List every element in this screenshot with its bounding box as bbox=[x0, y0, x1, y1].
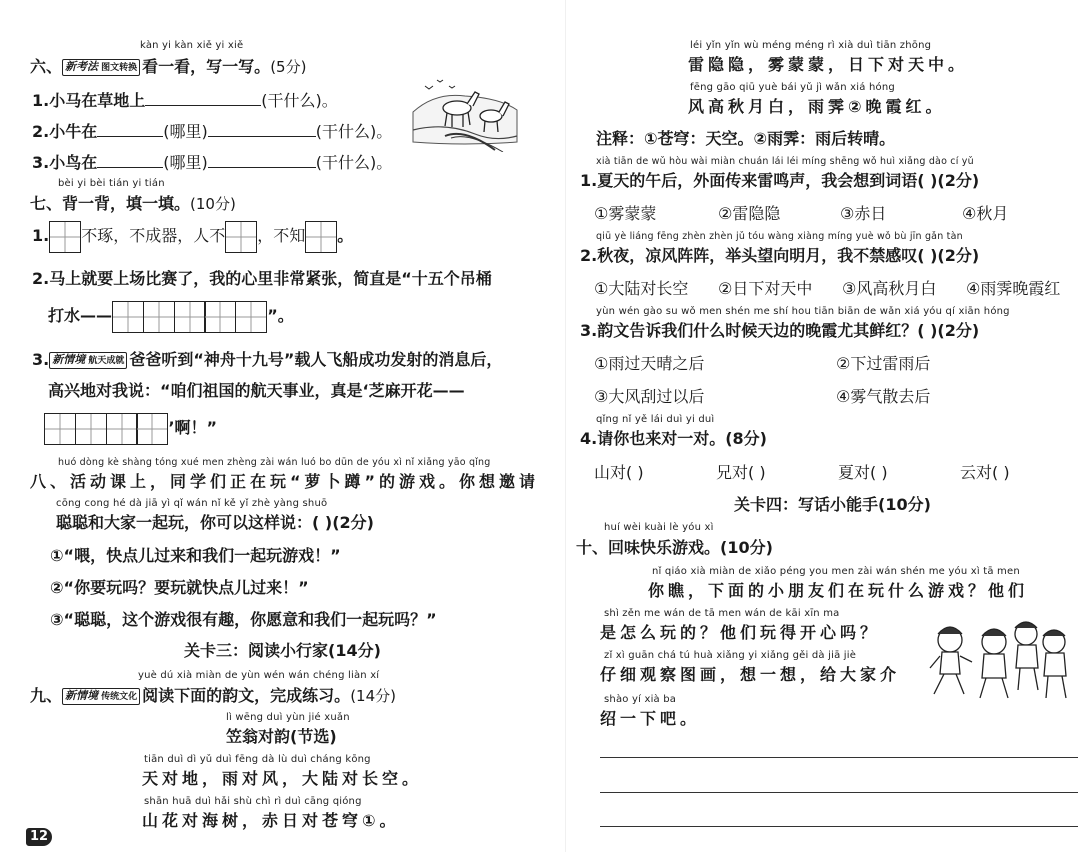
p3-text: 仔细观察图画，想一想，给大家介 bbox=[600, 665, 901, 684]
s6-number: 六、 bbox=[30, 57, 63, 76]
s7-pinyin: bèi yi bèi tián yi tián bbox=[58, 178, 165, 189]
page-number: 12 bbox=[26, 828, 52, 846]
poem-line-3: 雷隐隐，雾蒙蒙，日下对天中。 bbox=[688, 55, 969, 74]
q4-items bbox=[594, 460, 1010, 483]
s7-q3-tag: 新情境 航天成就 bbox=[49, 352, 127, 369]
tian-grid[interactable] bbox=[225, 219, 257, 255]
answer-blank[interactable] bbox=[97, 136, 163, 137]
q2-options bbox=[594, 276, 1060, 299]
s10-heading: 十、回味快乐游戏。(10分) bbox=[576, 538, 773, 557]
q1-option-1[interactable]: ①雾蒙蒙 bbox=[594, 204, 657, 223]
q3-options-row2 bbox=[594, 384, 930, 407]
s8-option-1[interactable]: ①“喂，快点儿过来和我们一起玩游戏！” bbox=[50, 546, 341, 565]
s8-pinyin-2: cōng cong hé dà jiā yì qǐ wán nǐ kě yǐ zhè yàng shuō bbox=[56, 498, 328, 509]
poem-line-2-pinyin: shān huā duì hǎi shù chì rì duì cāng qióng bbox=[144, 796, 362, 807]
q2-pinyin: qiū yè liáng fēng zhèn zhèn jǔ tóu wàng xiàng míng yuè wǒ bù jīn gǎn tàn bbox=[596, 231, 963, 242]
answer-blank[interactable] bbox=[208, 136, 316, 137]
s7-q1: 1. 不琢，不成器，人不 ，不知 。 bbox=[32, 218, 353, 254]
s8-option-3[interactable]: ③“聪聪，这个游戏很有趣，你愿意和我们一起玩吗？” bbox=[50, 610, 437, 629]
s9-heading: 九、 新情境 传统文化 阅读下面的韵文，完成练习。(14分) bbox=[30, 686, 396, 705]
s7-q3-line2: 高兴地对我说：“咱们祖国的航天事业，真是‘芝麻开花—— bbox=[48, 381, 465, 400]
s8-option-2[interactable]: ②“你要玩吗？要玩就快点儿过来！” bbox=[50, 578, 309, 597]
q3-option-4[interactable]: ④雾气散去后 bbox=[836, 387, 931, 406]
s6-item-3: 3.小鸟在 (哪里) (干什么)。 bbox=[32, 153, 393, 172]
q2-option-2[interactable]: ②日下对天中 bbox=[718, 279, 813, 298]
tian-grid-row[interactable] bbox=[44, 411, 168, 447]
q2-option-4[interactable]: ④雨霁晚霞红 bbox=[966, 279, 1061, 298]
q3-option-2[interactable]: ②下过雷雨后 bbox=[836, 354, 931, 373]
writing-line[interactable] bbox=[600, 757, 1078, 758]
s7-q2-line1: 2.马上就要上场比赛了，我的心里非常紧张，简直是“十五个吊桶 bbox=[32, 269, 492, 288]
level4-heading: 关卡四：写话小能手(10分) bbox=[734, 495, 931, 514]
s9-pinyin: yuè dú xià miàn de yùn wén wán chéng liàn xí bbox=[138, 670, 380, 681]
poem-line-1: 天对地，雨对风，大陆对长空。 bbox=[142, 769, 423, 788]
writing-line[interactable] bbox=[600, 792, 1078, 793]
q3-text: 3.韵文告诉我们什么时候天边的晚霞尤其鲜红？( )(2分) bbox=[580, 321, 980, 340]
q3-pinyin: yùn wén gào su wǒ men shén me shí hou tiān biān de wǎn xiá yóu qí xiān hóng bbox=[596, 306, 1010, 317]
s8-pinyin-1: huó dòng kè shàng tóng xué men zhèng zài wán luó bo dūn de yóu xì nǐ xiǎng yāo qǐng bbox=[58, 457, 491, 468]
p3-pinyin: zǐ xì guān chá tú huà xiǎng yi xiǎng gěi dà jiā jiè bbox=[604, 650, 857, 661]
s7-q3-line3: ’啊！” bbox=[44, 410, 217, 446]
s9-tag: 新情境 传统文化 bbox=[62, 688, 140, 705]
horses-illustration bbox=[405, 72, 525, 152]
q1-option-2[interactable]: ②雷隐隐 bbox=[718, 204, 781, 223]
q2-option-3[interactable]: ③风高秋月白 bbox=[842, 279, 937, 298]
poem-line-4: 风高秋月白，雨霁②晚霞红。 bbox=[688, 97, 946, 116]
s6-tag: 新考法 图文转换 bbox=[62, 59, 140, 76]
p4-text: 绍一下吧。 bbox=[600, 709, 701, 728]
poem-line-1-pinyin: tiān duì dì yǔ duì fēng dà lù duì cháng kōng bbox=[144, 754, 371, 765]
poem-title-pinyin: lì wēng duì yùn jié xuǎn bbox=[226, 712, 350, 723]
q1-pinyin: xià tiān de wǔ hòu wài miàn chuán lái léi míng shēng wǒ huì xiǎng dào cí yǔ bbox=[596, 156, 974, 167]
s6-title: 看一看，写一写。 bbox=[142, 57, 271, 76]
p1-text: 你瞧，下面的小朋友们在玩什么游戏？他们 bbox=[648, 581, 1029, 600]
q4-pinyin: qǐng nǐ yě lái duì yi duì bbox=[596, 414, 715, 425]
s6-pinyin: kàn yi kàn xiě yi xiě bbox=[140, 40, 244, 51]
p2-pinyin: shì zěn me wán de tā men wán de kāi xīn ma bbox=[604, 608, 840, 619]
tian-grid[interactable] bbox=[305, 219, 337, 255]
writing-line[interactable] bbox=[600, 826, 1078, 827]
q4-text: 4.请你也来对一对。(8分) bbox=[580, 429, 767, 448]
answer-blank[interactable] bbox=[208, 167, 316, 168]
poem-line-3-pinyin: léi yǐn yǐn wù méng méng rì xià duì tiān zhōng bbox=[690, 40, 932, 51]
q4-item-4[interactable]: 云对( ) bbox=[960, 463, 1010, 482]
s6-score: (5分) bbox=[270, 58, 307, 76]
q2-text: 2.秋夜，凉风阵阵，举头望向明月，我不禁感叹( )(2分) bbox=[580, 246, 980, 265]
p2-text: 是怎么玩的？他们玩得开心吗？ bbox=[600, 623, 881, 642]
answer-blank[interactable] bbox=[97, 167, 163, 168]
poem-line-4-pinyin: fēng gāo qiū yuè bái yǔ jì wǎn xiá hóng bbox=[690, 82, 895, 93]
answer-blank[interactable] bbox=[145, 105, 261, 106]
q4-item-2[interactable]: 兄对( ) bbox=[716, 463, 766, 482]
p1-pinyin: nǐ qiáo xià miàn de xiǎo péng you men zài wán shén me yóu xì tā men bbox=[652, 566, 1020, 577]
q1-options bbox=[594, 201, 1008, 224]
poem-line-2: 山花对海树，赤日对苍穹①。 bbox=[142, 811, 400, 830]
s7-heading: 七、背一背，填一填。(10分) bbox=[30, 194, 236, 213]
s7-q2-line2: 打水—— ”。 bbox=[48, 298, 294, 334]
q4-item-3[interactable]: 夏对( ) bbox=[838, 463, 888, 482]
s7-q3-line1: 3. 新情境 航天成就 爸爸听到“神舟十九号”载人飞船成功发射的消息后， bbox=[32, 350, 503, 369]
q3-option-1[interactable]: ①雨过天晴之后 bbox=[594, 354, 705, 373]
tian-grid-row[interactable] bbox=[112, 299, 267, 335]
q1-text: 1.夏天的午后，外面传来雷鸣声，我会想到词语( )(2分) bbox=[580, 171, 980, 190]
q1-option-3[interactable]: ③赤日 bbox=[840, 204, 887, 223]
q2-option-1[interactable]: ①大陆对长空 bbox=[594, 279, 689, 298]
level3-heading: 关卡三：阅读小行家(14分) bbox=[184, 641, 381, 660]
poem-title: 笠翁对韵(节选) bbox=[226, 727, 337, 746]
s8-line-1: 八、活动课上，同学们正在玩“萝卜蹲”的游戏。你想邀请 bbox=[30, 472, 540, 491]
q3-option-3[interactable]: ③大风刮过以后 bbox=[594, 387, 705, 406]
s6-heading bbox=[30, 54, 306, 77]
q1-option-4[interactable]: ④秋月 bbox=[962, 204, 1009, 223]
s6-item-2: 2.小牛在 (哪里) (干什么)。 bbox=[32, 122, 393, 141]
page-divider bbox=[565, 0, 566, 852]
q3-options-row1 bbox=[594, 351, 930, 374]
poem-notes: 注释：①苍穹：天空。②雨霁：雨后转晴。 bbox=[596, 129, 896, 148]
s6-item-1: 1.小马在草地上 (干什么)。 bbox=[32, 91, 338, 110]
s10-pinyin: huí wèi kuài lè yóu xì bbox=[604, 522, 714, 533]
children-playing-illustration bbox=[928, 612, 1074, 704]
tian-grid[interactable] bbox=[49, 219, 81, 255]
p4-pinyin: shào yí xià ba bbox=[604, 694, 677, 705]
s8-line-2: 聪聪和大家一起玩，你可以这样说：( )(2分) bbox=[56, 513, 374, 532]
q4-item-1[interactable]: 山对( ) bbox=[594, 463, 644, 482]
